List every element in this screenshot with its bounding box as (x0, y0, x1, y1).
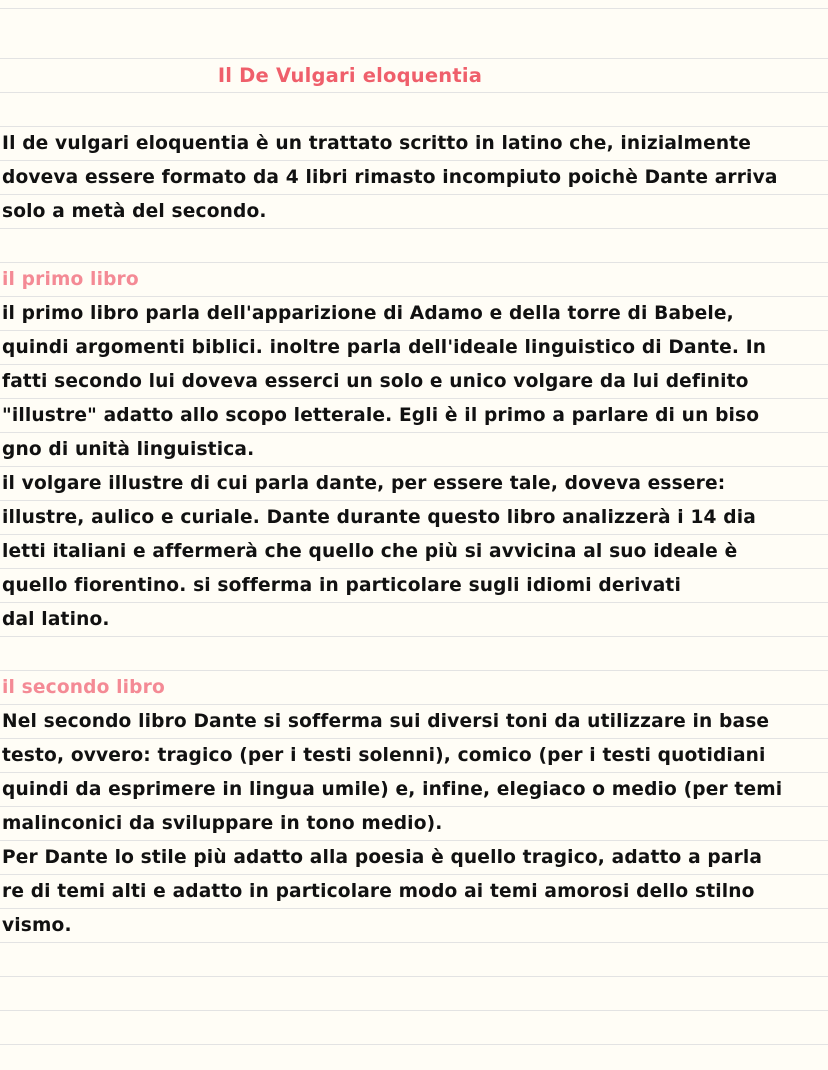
text-line: testo, ovvero: tragico (per i testi solenni), comico (per i testi quotidiani (2, 745, 766, 766)
text-line: quindi da esprimere in lingua umile) e, infine, elegiaco o medio (per temi (2, 779, 783, 800)
text-line: quindi argomenti biblici. inoltre parla dell'ideale linguistico di Dante. In (2, 337, 767, 358)
text-line: letti italiani e affermerà che quello che più si avvicina al suo ideale è (2, 541, 738, 562)
text-line: il volgare illustre di cui parla dante, per essere tale, doveva essere: (2, 473, 726, 494)
text-line: Per Dante lo stile più adatto alla poesia è quello tragico, adatto a parla (2, 847, 763, 868)
text-line: quello fiorentino. si sofferma in particolare sugli idiomi derivati (2, 575, 681, 596)
intro-paragraph (2, 127, 828, 229)
text-line: Nel secondo libro Dante si sofferma sui diversi toni da utilizzare in base (2, 711, 770, 732)
text-line: solo a metà del secondo. (2, 201, 267, 222)
section-primo-libro (2, 263, 828, 637)
text-line: dal latino. (2, 609, 110, 630)
text-line: re di temi alti e adatto in particolare modo ai temi amorosi dello stilno (2, 881, 755, 902)
text-line: illustre, aulico e curiale. Dante durante questo libro analizzerà i 14 dia (2, 507, 756, 528)
text-line: gno di unità linguistica. (2, 439, 255, 460)
text-line: fatti secondo lui doveva esserci un solo e unico volgare da lui definito (2, 371, 749, 392)
text-line: malinconici da sviluppare in tono medio). (2, 813, 443, 834)
page-title: Il De Vulgari eloquentia (217, 64, 483, 87)
text-line: vismo. (2, 915, 72, 936)
section-heading: il secondo libro (2, 677, 165, 698)
text-line: doveva essere formato da 4 libri rimasto incompiuto poichè Dante arriva (2, 167, 778, 188)
text-line: Il de vulgari eloquentia è un trattato scritto in latino che, inizialmente (2, 133, 752, 154)
section-secondo-libro (2, 671, 828, 943)
text-line: "illustre" adatto allo scopo letterale. Egli è il primo a parlare di un biso (2, 405, 760, 426)
text-line: il primo libro parla dell'apparizione di Adamo e della torre di Babele, (2, 303, 734, 324)
section-heading: il primo libro (2, 269, 139, 290)
